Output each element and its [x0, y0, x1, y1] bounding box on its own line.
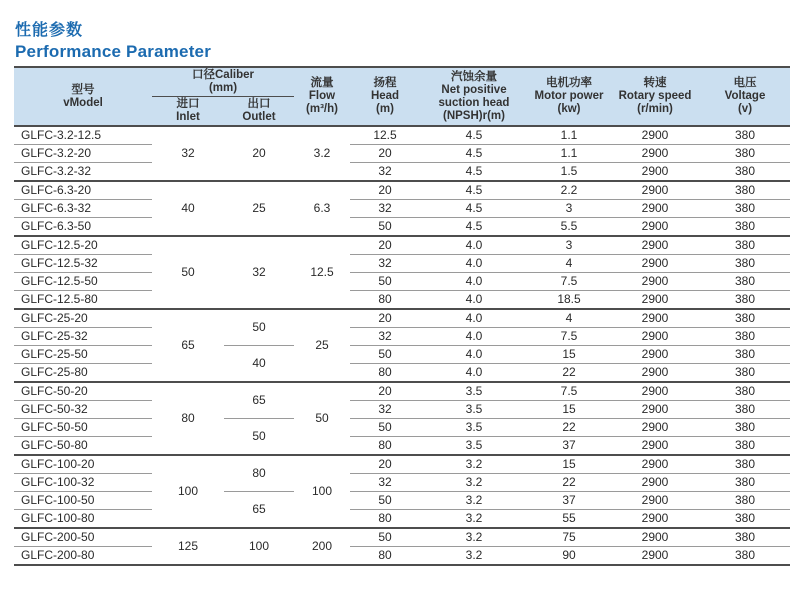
model-cell: GLFC-25-32 — [14, 328, 152, 346]
table-row — [14, 547, 790, 566]
voltage-cell: 380 — [700, 492, 790, 510]
model-cell: GLFC-25-80 — [14, 364, 152, 383]
flow-cell: 200 — [294, 528, 350, 565]
table-row — [14, 492, 790, 510]
outlet-cell: 65 — [224, 492, 294, 529]
model-cell: GLFC-12.5-50 — [14, 273, 152, 291]
header-line: Inlet — [176, 111, 200, 123]
motor-power-cell: 15 — [528, 455, 610, 474]
outlet-cell: 65 — [224, 382, 294, 419]
head-cell: 20 — [350, 309, 420, 328]
model-cell: GLFC-100-20 — [14, 455, 152, 474]
table-row — [14, 455, 790, 474]
npsh-cell: 4.0 — [420, 364, 528, 383]
table-row — [14, 200, 790, 218]
flow-cell: 50 — [294, 382, 350, 455]
motor-power-cell: 22 — [528, 474, 610, 492]
table-row — [14, 309, 790, 328]
rotary-speed-cell: 2900 — [610, 492, 700, 510]
rotary-speed-cell: 2900 — [610, 437, 700, 456]
model-cell: GLFC-100-80 — [14, 510, 152, 529]
header-line: (r/min) — [637, 103, 673, 115]
voltage-cell: 380 — [700, 346, 790, 364]
motor-power-cell: 22 — [528, 419, 610, 437]
model-cell: GLFC-25-20 — [14, 309, 152, 328]
rotary-speed-cell: 2900 — [610, 181, 700, 200]
rotary-speed-cell: 2900 — [610, 126, 700, 145]
voltage-cell: 380 — [700, 455, 790, 474]
motor-power-cell: 55 — [528, 510, 610, 529]
model-cell: GLFC-100-32 — [14, 474, 152, 492]
npsh-cell: 3.2 — [420, 510, 528, 529]
voltage-cell: 380 — [700, 236, 790, 255]
npsh-cell: 4.0 — [420, 291, 528, 310]
col-header-head — [350, 67, 420, 126]
voltage-cell: 380 — [700, 163, 790, 182]
motor-power-cell: 5.5 — [528, 218, 610, 237]
header-line: Outlet — [242, 111, 276, 123]
model-cell: GLFC-6.3-20 — [14, 181, 152, 200]
head-cell: 32 — [350, 255, 420, 273]
table-body — [14, 126, 790, 565]
head-cell: 32 — [350, 328, 420, 346]
head-cell: 50 — [350, 492, 420, 510]
model-cell: GLFC-6.3-32 — [14, 200, 152, 218]
npsh-cell: 4.0 — [420, 346, 528, 364]
head-cell: 20 — [350, 181, 420, 200]
motor-power-cell: 2.2 — [528, 181, 610, 200]
col-header-caliber — [152, 67, 294, 97]
col-header-rotary-speed — [610, 67, 700, 126]
col-header-inlet — [152, 97, 224, 127]
npsh-cell: 4.0 — [420, 328, 528, 346]
head-cell: 80 — [350, 364, 420, 383]
header-line: 电压 — [733, 77, 757, 89]
table-row — [14, 528, 790, 547]
motor-power-cell: 7.5 — [528, 328, 610, 346]
header-line: Head — [370, 90, 400, 102]
motor-power-cell: 3 — [528, 236, 610, 255]
rotary-speed-cell: 2900 — [610, 419, 700, 437]
outlet-cell: 50 — [224, 419, 294, 456]
voltage-cell: 380 — [700, 364, 790, 383]
head-cell: 32 — [350, 401, 420, 419]
header-line: 流量 — [310, 77, 334, 89]
head-cell: 20 — [350, 382, 420, 401]
voltage-cell: 380 — [700, 547, 790, 566]
voltage-cell: 380 — [700, 510, 790, 529]
header-line: (NPSH)r(m) — [443, 109, 505, 122]
table-header — [14, 67, 790, 126]
table-row — [14, 382, 790, 401]
table-row — [14, 437, 790, 456]
rotary-speed-cell: 2900 — [610, 163, 700, 182]
header-line: 出口 — [247, 98, 271, 110]
outlet-cell: 20 — [224, 126, 294, 181]
motor-power-cell: 22 — [528, 364, 610, 383]
rotary-speed-cell: 2900 — [610, 455, 700, 474]
head-cell: 80 — [350, 437, 420, 456]
table-row — [14, 401, 790, 419]
motor-power-cell: 90 — [528, 547, 610, 566]
npsh-cell: 4.5 — [420, 145, 528, 163]
header-line: suction head — [438, 96, 510, 109]
motor-power-cell: 1.1 — [528, 145, 610, 163]
motor-power-cell: 1.5 — [528, 163, 610, 182]
inlet-cell: 40 — [152, 181, 224, 236]
motor-power-cell: 75 — [528, 528, 610, 547]
model-cell: GLFC-200-80 — [14, 547, 152, 566]
header-line: Net positive — [441, 83, 507, 96]
model-cell: GLFC-50-50 — [14, 419, 152, 437]
header-line: 扬程 — [373, 77, 397, 89]
model-cell: GLFC-200-50 — [14, 528, 152, 547]
rotary-speed-cell: 2900 — [610, 528, 700, 547]
npsh-cell: 3.5 — [420, 401, 528, 419]
col-header-model — [14, 67, 152, 126]
page-title-en: Performance Parameter — [15, 42, 212, 61]
voltage-cell: 380 — [700, 126, 790, 145]
motor-power-cell: 7.5 — [528, 382, 610, 401]
header-line: 进口 — [176, 98, 200, 110]
table-row — [14, 474, 790, 492]
motor-power-cell: 7.5 — [528, 273, 610, 291]
motor-power-cell: 15 — [528, 401, 610, 419]
head-cell: 20 — [350, 236, 420, 255]
header-line: Voltage — [724, 90, 766, 102]
table-row — [14, 218, 790, 237]
header-line: (kw) — [557, 103, 581, 115]
npsh-cell: 3.2 — [420, 547, 528, 566]
npsh-cell: 3.5 — [420, 437, 528, 456]
head-cell: 12.5 — [350, 126, 420, 145]
outlet-cell: 25 — [224, 181, 294, 236]
header-line: 口径Caliber — [192, 69, 254, 81]
flow-cell: 6.3 — [294, 181, 350, 236]
table-row — [14, 255, 790, 273]
header-line: (v) — [737, 103, 753, 115]
motor-power-cell: 3 — [528, 200, 610, 218]
flow-cell: 25 — [294, 309, 350, 382]
model-cell: GLFC-12.5-80 — [14, 291, 152, 310]
inlet-cell: 125 — [152, 528, 224, 565]
npsh-cell: 4.0 — [420, 273, 528, 291]
npsh-cell: 4.0 — [420, 255, 528, 273]
table-row — [14, 181, 790, 200]
inlet-cell: 32 — [152, 126, 224, 181]
outlet-cell: 50 — [224, 309, 294, 346]
motor-power-cell: 15 — [528, 346, 610, 364]
voltage-cell: 380 — [700, 382, 790, 401]
head-cell: 32 — [350, 163, 420, 182]
page-title-zh: 性能参数 — [15, 22, 84, 39]
header-line: vModel — [63, 96, 103, 109]
outlet-cell: 32 — [224, 236, 294, 309]
flow-cell: 3.2 — [294, 126, 350, 181]
rotary-speed-cell: 2900 — [610, 401, 700, 419]
col-header-voltage — [700, 67, 790, 126]
header-line: 汽蚀余量 — [451, 70, 497, 83]
page-title — [15, 17, 211, 62]
motor-power-cell: 1.1 — [528, 126, 610, 145]
table-row — [14, 419, 790, 437]
performance-table — [14, 66, 790, 566]
head-cell: 50 — [350, 218, 420, 237]
npsh-cell: 3.2 — [420, 455, 528, 474]
model-cell: GLFC-12.5-20 — [14, 236, 152, 255]
flow-cell: 100 — [294, 455, 350, 528]
header-line: (mm) — [208, 82, 238, 94]
voltage-cell: 380 — [700, 474, 790, 492]
header-line: (m) — [376, 103, 394, 115]
rotary-speed-cell: 2900 — [610, 474, 700, 492]
npsh-cell: 3.2 — [420, 528, 528, 547]
header-line: Flow — [308, 90, 336, 102]
model-cell: GLFC-3.2-20 — [14, 145, 152, 163]
voltage-cell: 380 — [700, 401, 790, 419]
model-cell: GLFC-50-32 — [14, 401, 152, 419]
npsh-cell: 4.5 — [420, 218, 528, 237]
rotary-speed-cell: 2900 — [610, 200, 700, 218]
voltage-cell: 380 — [700, 200, 790, 218]
voltage-cell: 380 — [700, 291, 790, 310]
header-line: 型号 — [71, 83, 95, 96]
voltage-cell: 380 — [700, 437, 790, 456]
head-cell: 32 — [350, 474, 420, 492]
rotary-speed-cell: 2900 — [610, 309, 700, 328]
rotary-speed-cell: 2900 — [610, 218, 700, 237]
inlet-cell: 65 — [152, 309, 224, 382]
rotary-speed-cell: 2900 — [610, 291, 700, 310]
rotary-speed-cell: 2900 — [610, 346, 700, 364]
voltage-cell: 380 — [700, 218, 790, 237]
model-cell: GLFC-3.2-32 — [14, 163, 152, 182]
header-row-main — [14, 67, 790, 97]
head-cell: 50 — [350, 419, 420, 437]
head-cell: 80 — [350, 291, 420, 310]
rotary-speed-cell: 2900 — [610, 255, 700, 273]
header-line: (m³/h) — [306, 103, 338, 115]
head-cell: 20 — [350, 455, 420, 474]
motor-power-cell: 4 — [528, 309, 610, 328]
header-line: Rotary speed — [618, 90, 692, 102]
model-cell: GLFC-25-50 — [14, 346, 152, 364]
head-cell: 80 — [350, 510, 420, 529]
header-line: 电机功率 — [546, 77, 592, 89]
voltage-cell: 380 — [700, 328, 790, 346]
head-cell: 80 — [350, 547, 420, 566]
motor-power-cell: 37 — [528, 437, 610, 456]
voltage-cell: 380 — [700, 528, 790, 547]
model-cell: GLFC-100-50 — [14, 492, 152, 510]
rotary-speed-cell: 2900 — [610, 510, 700, 529]
outlet-cell: 80 — [224, 455, 294, 492]
rotary-speed-cell: 2900 — [610, 273, 700, 291]
col-header-npsh — [420, 67, 528, 126]
head-cell: 20 — [350, 145, 420, 163]
table-row — [14, 126, 790, 145]
voltage-cell: 380 — [700, 273, 790, 291]
rotary-speed-cell: 2900 — [610, 547, 700, 566]
table-row — [14, 346, 790, 364]
table-row — [14, 510, 790, 529]
voltage-cell: 380 — [700, 419, 790, 437]
header-line: 转速 — [643, 77, 667, 89]
table-row — [14, 328, 790, 346]
table-row — [14, 273, 790, 291]
model-cell: GLFC-12.5-32 — [14, 255, 152, 273]
col-header-outlet — [224, 97, 294, 127]
inlet-cell: 100 — [152, 455, 224, 528]
voltage-cell: 380 — [700, 145, 790, 163]
table-row — [14, 236, 790, 255]
npsh-cell: 3.2 — [420, 474, 528, 492]
npsh-cell: 4.0 — [420, 309, 528, 328]
table-row — [14, 364, 790, 383]
npsh-cell: 4.5 — [420, 126, 528, 145]
model-cell: GLFC-6.3-50 — [14, 218, 152, 237]
table-row — [14, 163, 790, 182]
npsh-cell: 4.0 — [420, 236, 528, 255]
motor-power-cell: 4 — [528, 255, 610, 273]
rotary-speed-cell: 2900 — [610, 145, 700, 163]
table-row — [14, 291, 790, 310]
model-cell: GLFC-50-20 — [14, 382, 152, 401]
npsh-cell: 3.2 — [420, 492, 528, 510]
outlet-cell: 100 — [224, 528, 294, 565]
npsh-cell: 4.5 — [420, 163, 528, 182]
rotary-speed-cell: 2900 — [610, 236, 700, 255]
npsh-cell: 4.5 — [420, 200, 528, 218]
col-header-motor-power — [528, 67, 610, 126]
head-cell: 50 — [350, 528, 420, 547]
voltage-cell: 380 — [700, 255, 790, 273]
rotary-speed-cell: 2900 — [610, 328, 700, 346]
motor-power-cell: 37 — [528, 492, 610, 510]
model-cell: GLFC-3.2-12.5 — [14, 126, 152, 145]
npsh-cell: 3.5 — [420, 382, 528, 401]
inlet-cell: 50 — [152, 236, 224, 309]
voltage-cell: 380 — [700, 181, 790, 200]
col-header-flow — [294, 67, 350, 126]
voltage-cell: 380 — [700, 309, 790, 328]
rotary-speed-cell: 2900 — [610, 382, 700, 401]
outlet-cell: 40 — [224, 346, 294, 383]
header-line: Motor power — [534, 90, 604, 102]
model-cell: GLFC-50-80 — [14, 437, 152, 456]
motor-power-cell: 18.5 — [528, 291, 610, 310]
inlet-cell: 80 — [152, 382, 224, 455]
head-cell: 50 — [350, 273, 420, 291]
head-cell: 32 — [350, 200, 420, 218]
flow-cell: 12.5 — [294, 236, 350, 309]
npsh-cell: 4.5 — [420, 181, 528, 200]
npsh-cell: 3.5 — [420, 419, 528, 437]
head-cell: 50 — [350, 346, 420, 364]
table-row — [14, 145, 790, 163]
rotary-speed-cell: 2900 — [610, 364, 700, 383]
